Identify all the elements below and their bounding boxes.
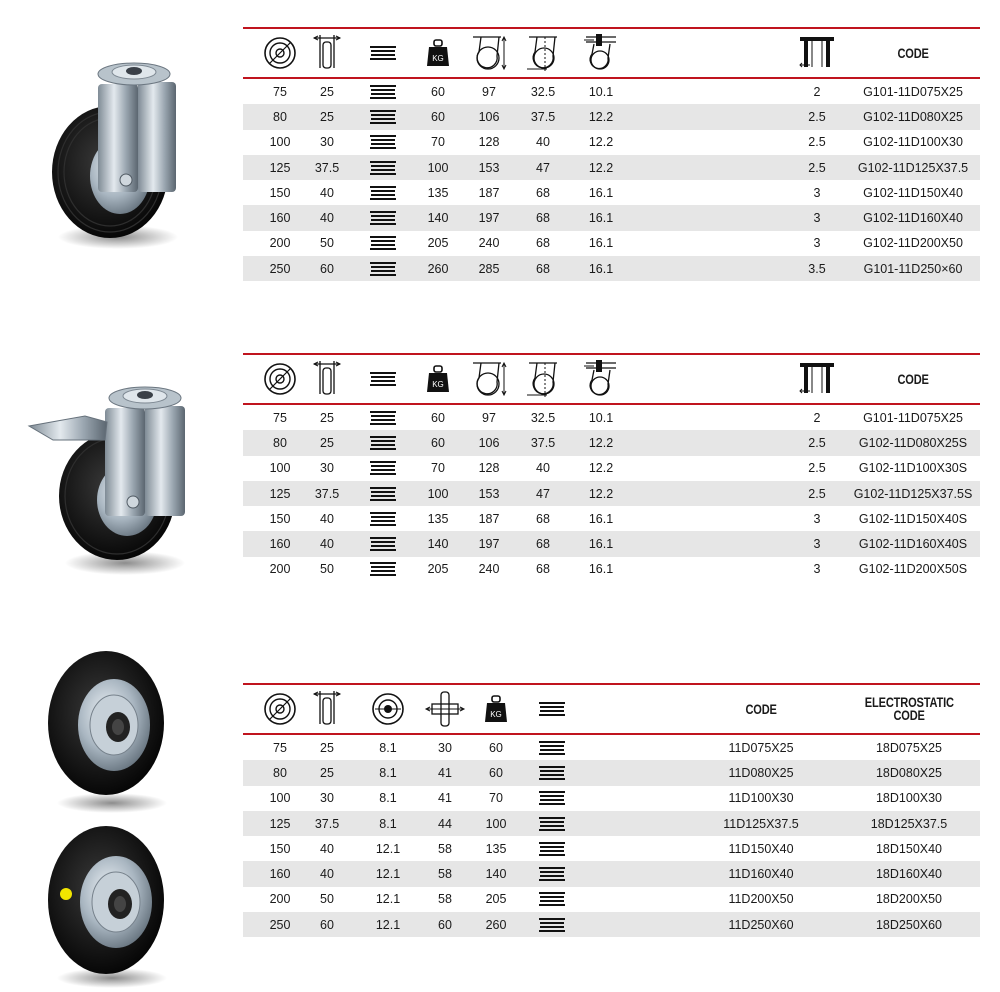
code-cell: G102-11D160X40 [863, 211, 963, 226]
bolt-cell: 16.1 [588, 562, 614, 577]
diameter-cell: 200 [269, 236, 291, 251]
table-row [243, 456, 980, 481]
plate-cell: 2.5 [808, 160, 826, 175]
diameter-cell: 75 [273, 740, 287, 755]
load-cell: 60 [489, 765, 503, 780]
offset-cell: 47 [536, 160, 550, 175]
load-cell: 70 [489, 791, 503, 806]
offset-cell: 40 [536, 461, 550, 476]
code-cell: 11D160X40 [728, 867, 794, 882]
tread-pattern-icon [368, 104, 398, 129]
height-cell: 153 [478, 486, 500, 501]
height-cell: 97 [482, 84, 496, 99]
load-cell: 135 [427, 185, 449, 200]
bore-cell: 12.1 [375, 867, 401, 882]
plate-thickness-icon [797, 29, 837, 77]
swivel-caster-table [243, 27, 980, 283]
diameter-cell: 250 [269, 261, 291, 276]
height-cell: 128 [478, 135, 500, 150]
offset-cell: 68 [536, 537, 550, 552]
plate-cell: 2.5 [808, 435, 826, 450]
tread-pattern-icon [368, 355, 398, 403]
plate-cell: 3 [813, 236, 821, 251]
tread-pattern-icon [537, 861, 567, 886]
diameter-cell: 80 [273, 765, 287, 780]
width-cell: 40 [320, 185, 334, 200]
table-row [243, 205, 980, 230]
diameter-cell: 125 [269, 486, 291, 501]
plate-cell: 3 [813, 185, 821, 200]
code-cell: 11D250X60 [728, 917, 794, 932]
table-row [243, 836, 980, 861]
code-cell: G102-11D100X30 [863, 135, 963, 150]
width-cell: 60 [320, 261, 334, 276]
load-cell: 60 [431, 84, 445, 99]
height-cell: 240 [478, 562, 500, 577]
hub-length-icon [423, 685, 467, 733]
diameter-cell: 150 [269, 841, 291, 856]
height-cell: 187 [478, 511, 500, 526]
tread-pattern-icon [537, 760, 567, 785]
diameter-cell: 200 [269, 562, 291, 577]
bolt-cell: 16.1 [588, 185, 614, 200]
electrostatic-code-cell: 18D080X25 [875, 765, 943, 780]
table-row [243, 786, 980, 811]
electrostatic-code-cell: 18D125X37.5 [870, 816, 948, 831]
offset-cell: 32.5 [530, 410, 556, 425]
width-cell: 25 [320, 765, 334, 780]
offset-cell: 47 [536, 486, 550, 501]
offset-cell: 68 [536, 261, 550, 276]
swivel-offset-icon [523, 355, 563, 403]
diameter-cell: 80 [273, 435, 287, 450]
diameter-cell: 160 [269, 211, 291, 226]
diameter-cell: 75 [273, 84, 287, 99]
electrostatic-code-cell: 18D150X40 [875, 841, 943, 856]
diameter-cell: 75 [273, 410, 287, 425]
wheel-diameter-icon [260, 355, 300, 403]
offset-cell: 68 [536, 185, 550, 200]
table-row [243, 912, 980, 937]
width-cell: 30 [320, 791, 334, 806]
width-cell: 40 [320, 537, 334, 552]
table-row [243, 130, 980, 155]
load-cell: 260 [485, 917, 507, 932]
load-cell: 100 [427, 160, 449, 175]
height-cell: 187 [478, 185, 500, 200]
code-cell: G102-11D150X40S [858, 511, 968, 526]
width-cell: 40 [320, 511, 334, 526]
tread-pattern-icon [368, 130, 398, 155]
height-cell: 106 [478, 435, 500, 450]
electrostatic-dot [60, 888, 72, 900]
load-cell: 140 [427, 211, 449, 226]
plate-cell: 3 [813, 211, 821, 226]
tread-pattern-icon [368, 506, 398, 531]
tread-pattern-icon [537, 887, 567, 912]
bolt-cell: 16.1 [588, 511, 614, 526]
load-cell: 60 [489, 740, 503, 755]
load-cell: 260 [427, 261, 449, 276]
bore-cell: 8.1 [379, 740, 397, 755]
swivel-brake-caster-image [25, 378, 200, 578]
hub-cell: 60 [438, 917, 452, 932]
load-cell: 100 [427, 486, 449, 501]
plate-cell: 2 [813, 84, 821, 99]
tread-pattern-icon [537, 786, 567, 811]
width-cell: 37.5 [314, 160, 340, 175]
tread-pattern-icon [368, 531, 398, 556]
tread-pattern-icon [368, 180, 398, 205]
bolt-hole-icon [581, 355, 621, 403]
code-cell: G102-11D125X37.5 [857, 160, 969, 175]
code-cell: 11D100X30 [728, 791, 794, 806]
table-row [243, 481, 980, 506]
load-cell: 140 [485, 867, 507, 882]
code-cell: 11D080X25 [728, 765, 794, 780]
table-row [243, 231, 980, 256]
swivel-caster-image [38, 52, 183, 252]
plate-thickness-icon [797, 355, 837, 403]
code-cell: 11D200X50 [728, 892, 794, 907]
code-cell: G101-11D075X25 [863, 410, 963, 425]
table-row [243, 405, 980, 430]
offset-cell: 32.5 [530, 84, 556, 99]
bore-cell: 12.1 [375, 917, 401, 932]
diameter-cell: 160 [269, 537, 291, 552]
width-cell: 25 [320, 740, 334, 755]
height-cell: 285 [478, 261, 500, 276]
tread-pattern-icon [368, 231, 398, 256]
wheel-width-icon [307, 355, 347, 403]
table-body [243, 79, 980, 281]
total-height-icon [469, 355, 509, 403]
bolt-cell: 16.1 [588, 261, 614, 276]
wheel-width-icon [307, 685, 347, 733]
tread-pattern-icon [537, 811, 567, 836]
tread-pattern-icon [368, 481, 398, 506]
diameter-cell: 250 [269, 917, 291, 932]
electrostatic-code-cell: 18D200X50 [875, 892, 943, 907]
load-cell: 205 [485, 892, 507, 907]
tread-pattern-icon [537, 912, 567, 937]
load-capacity-icon [479, 685, 513, 733]
table-row [243, 735, 980, 760]
hub-cell: 58 [438, 867, 452, 882]
offset-cell: 37.5 [530, 109, 556, 124]
diameter-cell: 100 [269, 791, 291, 806]
load-capacity-icon [421, 355, 455, 403]
bore-cell: 8.1 [379, 816, 397, 831]
tread-pattern-icon [368, 256, 398, 281]
code-cell: G101-11D075X25 [863, 84, 963, 99]
height-cell: 106 [478, 109, 500, 124]
load-cell: 205 [427, 236, 449, 251]
code-header: CODE [897, 371, 929, 387]
plate-cell: 3 [813, 562, 821, 577]
code-cell: G102-11D080X25 [863, 109, 963, 124]
table-header [243, 29, 980, 77]
code-cell: G102-11D100X30S [858, 461, 968, 476]
table-row [243, 506, 980, 531]
table-header [243, 685, 980, 733]
bolt-cell: 12.2 [588, 435, 614, 450]
plate-cell: 2 [813, 410, 821, 425]
load-cell: 60 [431, 109, 445, 124]
tread-pattern-icon [368, 29, 398, 77]
hub-cell: 30 [438, 740, 452, 755]
table-row [243, 811, 980, 836]
table-row [243, 79, 980, 104]
plate-cell: 2.5 [808, 109, 826, 124]
offset-cell: 37.5 [530, 435, 556, 450]
table-header [243, 355, 980, 403]
bolt-cell: 12.2 [588, 109, 614, 124]
height-cell: 128 [478, 461, 500, 476]
height-cell: 153 [478, 160, 500, 175]
load-cell: 70 [431, 461, 445, 476]
load-cell: 60 [431, 435, 445, 450]
width-cell: 25 [320, 109, 334, 124]
wheel-table [243, 683, 980, 939]
electrostatic-code-header: ELECTROSTATIC CODE [864, 695, 954, 723]
width-cell: 30 [320, 135, 334, 150]
bore-cell: 8.1 [379, 765, 397, 780]
plate-cell: 2.5 [808, 461, 826, 476]
wheel-diameter-icon [260, 29, 300, 77]
diameter-cell: 160 [269, 867, 291, 882]
width-cell: 50 [320, 892, 334, 907]
table-row [243, 760, 980, 785]
diameter-cell: 150 [269, 511, 291, 526]
code-cell: G102-11D200X50S [858, 562, 968, 577]
bolt-cell: 16.1 [588, 537, 614, 552]
table-body [243, 735, 980, 937]
code-cell: G102-11D200X50 [863, 236, 963, 251]
hub-cell: 41 [438, 765, 452, 780]
code-cell: G102-11D150X40 [863, 185, 963, 200]
height-cell: 240 [478, 236, 500, 251]
offset-cell: 68 [536, 236, 550, 251]
width-cell: 40 [320, 841, 334, 856]
diameter-cell: 200 [269, 892, 291, 907]
kg-label: KG [432, 380, 444, 389]
height-cell: 197 [478, 211, 500, 226]
load-cell: 205 [427, 562, 449, 577]
bolt-cell: 12.2 [588, 461, 614, 476]
code-cell: G102-11D125X37.5S [853, 486, 973, 501]
load-cell: 140 [427, 537, 449, 552]
code-cell: 11D125X37.5 [723, 816, 799, 831]
total-height-icon [469, 29, 509, 77]
offset-cell: 68 [536, 562, 550, 577]
bolt-cell: 16.1 [588, 236, 614, 251]
kg-label: KG [432, 54, 444, 63]
bore-diameter-icon [368, 685, 408, 733]
bore-cell: 8.1 [379, 791, 397, 806]
load-capacity-icon [421, 29, 455, 77]
offset-cell: 40 [536, 135, 550, 150]
load-cell: 100 [485, 816, 507, 831]
kg-label: KG [490, 710, 502, 719]
table-row [243, 256, 980, 281]
bore-cell: 12.1 [375, 841, 401, 856]
table-row [243, 531, 980, 556]
bolt-cell: 12.2 [588, 486, 614, 501]
width-cell: 25 [320, 84, 334, 99]
electrostatic-code-cell: 18D160X40 [875, 867, 943, 882]
table-body [243, 405, 980, 582]
tread-pattern-icon [537, 836, 567, 861]
hub-cell: 41 [438, 791, 452, 806]
bolt-cell: 12.2 [588, 160, 614, 175]
wheel-width-icon [307, 29, 347, 77]
bolt-cell: 12.2 [588, 135, 614, 150]
table-row [243, 180, 980, 205]
load-cell: 70 [431, 135, 445, 150]
plate-cell: 2.5 [808, 135, 826, 150]
table-row [243, 430, 980, 455]
plate-cell: 2.5 [808, 486, 826, 501]
diameter-cell: 100 [269, 461, 291, 476]
width-cell: 50 [320, 236, 334, 251]
plate-cell: 3 [813, 537, 821, 552]
electrostatic-code-cell: 18D250X60 [875, 917, 943, 932]
electrostatic-code-cell: 18D100X30 [875, 791, 943, 806]
plate-cell: 3.5 [808, 261, 826, 276]
code-cell: G101-11D250×60 [863, 261, 963, 276]
tread-pattern-icon [368, 430, 398, 455]
wheel-diameter-icon [260, 685, 300, 733]
diameter-cell: 125 [269, 816, 291, 831]
swivel-brake-caster-table [243, 353, 980, 585]
bolt-cell: 16.1 [588, 211, 614, 226]
width-cell: 40 [320, 867, 334, 882]
plate-cell: 3 [813, 511, 821, 526]
tread-pattern-icon [537, 685, 567, 733]
hub-cell: 44 [438, 816, 452, 831]
tread-pattern-icon [537, 735, 567, 760]
width-cell: 25 [320, 435, 334, 450]
width-cell: 40 [320, 211, 334, 226]
width-cell: 50 [320, 562, 334, 577]
width-cell: 60 [320, 917, 334, 932]
load-cell: 60 [431, 410, 445, 425]
offset-cell: 68 [536, 511, 550, 526]
tread-pattern-icon [368, 405, 398, 430]
table-row [243, 155, 980, 180]
bolt-cell: 10.1 [588, 84, 614, 99]
hub-cell: 58 [438, 841, 452, 856]
rubber-wheel-image [40, 643, 175, 818]
table-row [243, 557, 980, 582]
table-row [243, 861, 980, 886]
bore-cell: 12.1 [375, 892, 401, 907]
tread-pattern-icon [368, 155, 398, 180]
load-cell: 135 [485, 841, 507, 856]
width-cell: 37.5 [314, 486, 340, 501]
code-header: CODE [745, 701, 777, 717]
diameter-cell: 100 [269, 135, 291, 150]
swivel-offset-icon [523, 29, 563, 77]
width-cell: 30 [320, 461, 334, 476]
code-cell: G102-11D080X25S [858, 435, 968, 450]
table-row [243, 104, 980, 129]
code-cell: 11D075X25 [728, 740, 794, 755]
tread-pattern-icon [368, 79, 398, 104]
hub-cell: 58 [438, 892, 452, 907]
code-header: CODE [897, 45, 929, 61]
width-cell: 25 [320, 410, 334, 425]
offset-cell: 68 [536, 211, 550, 226]
tread-pattern-icon [368, 205, 398, 230]
tread-pattern-icon [368, 557, 398, 582]
diameter-cell: 80 [273, 109, 287, 124]
electrostatic-wheel-image [40, 820, 175, 990]
tread-pattern-icon [368, 456, 398, 481]
electrostatic-code-cell: 18D075X25 [875, 740, 943, 755]
load-cell: 135 [427, 511, 449, 526]
code-cell: G102-11D160X40S [858, 537, 968, 552]
table-row [243, 887, 980, 912]
height-cell: 97 [482, 410, 496, 425]
height-cell: 197 [478, 537, 500, 552]
width-cell: 37.5 [314, 816, 340, 831]
bolt-cell: 10.1 [588, 410, 614, 425]
code-cell: 11D150X40 [728, 841, 794, 856]
diameter-cell: 125 [269, 160, 291, 175]
bolt-hole-icon [581, 29, 621, 77]
diameter-cell: 150 [269, 185, 291, 200]
